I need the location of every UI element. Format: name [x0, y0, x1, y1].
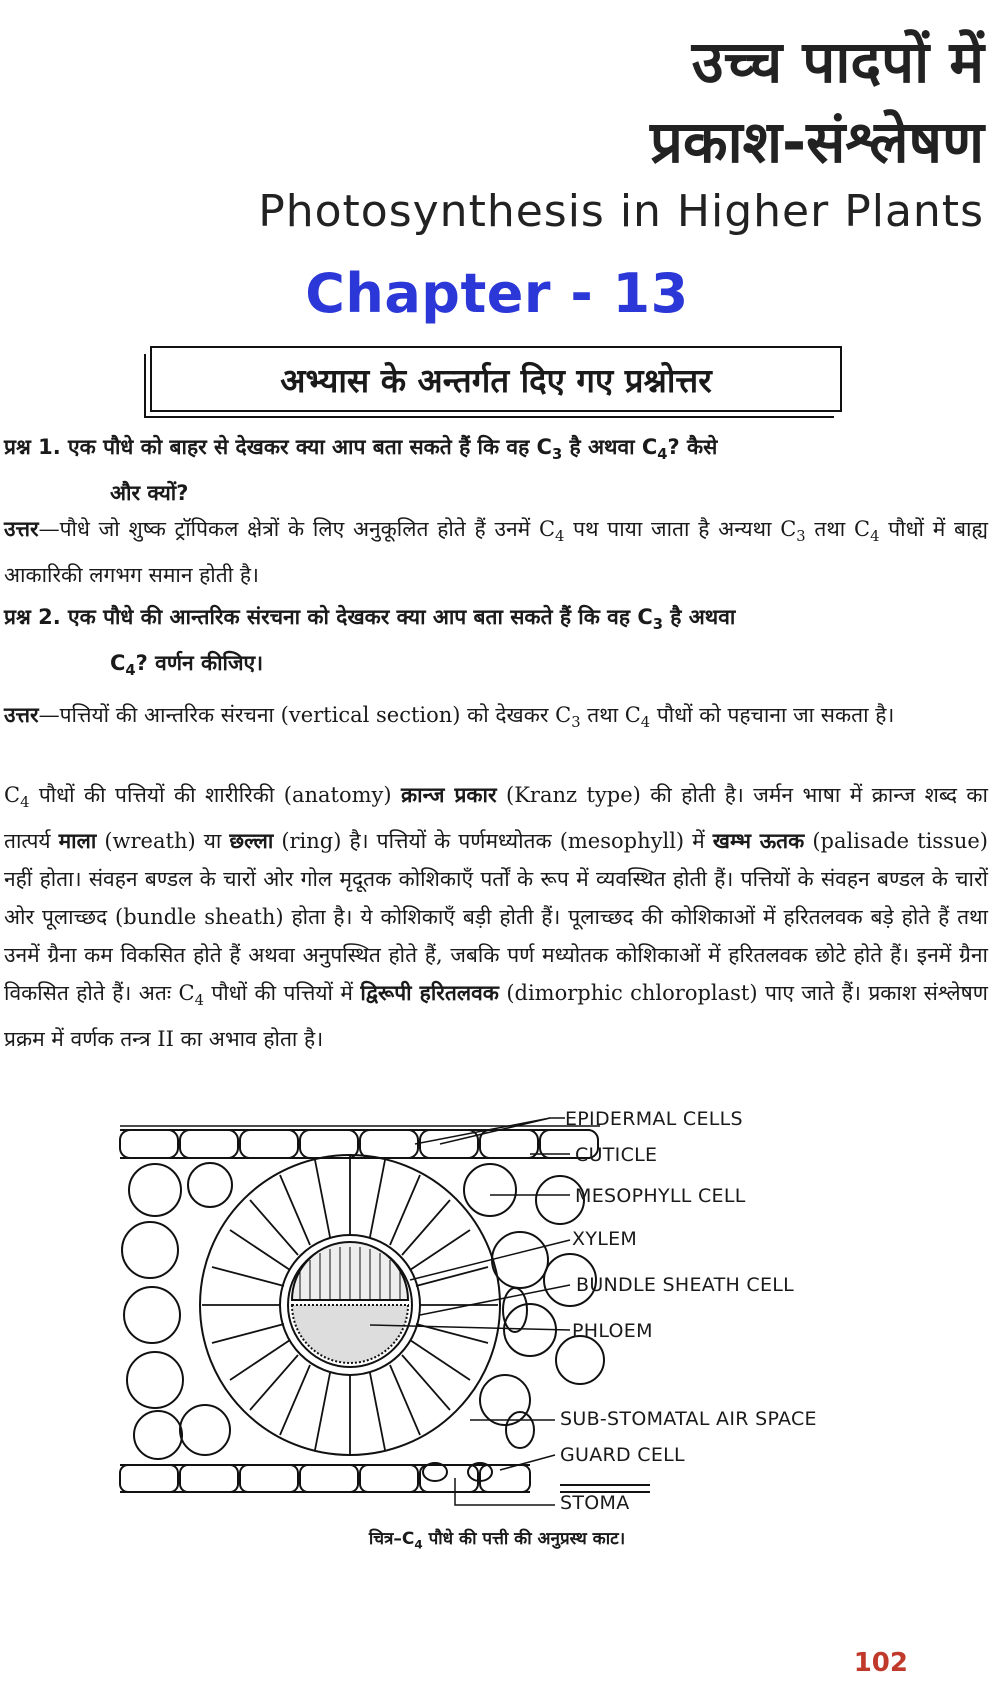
figure-caption	[0, 1526, 994, 1551]
question-1-label: प्रश्न 1.	[4, 435, 61, 459]
question-1-text-a: एक पौधे को बाहर से देखकर क्या आप बता सकते हैं कि वह C	[68, 435, 552, 459]
para-text: पौधों की पत्तियों में	[203, 981, 361, 1006]
sub-4: 4	[640, 714, 651, 732]
question-2-text-c: C	[110, 651, 126, 676]
answer-2-text-a: —पत्तियों की आन्तरिक संरचना (vertical section) को देखकर C	[38, 703, 572, 727]
sub-4: 4	[657, 446, 668, 464]
para-text: (wreath) या	[96, 829, 230, 854]
sub-4: 4	[414, 1537, 423, 1552]
para-text: (ring) है। पत्तियों के पर्णमध्योतक (mesophyll) में	[273, 829, 713, 854]
question-1-text-b: है अथवा C	[562, 435, 658, 459]
answer-1	[4, 510, 988, 594]
title-hindi-line2: प्रकाश-संश्लेषण	[650, 108, 984, 176]
answer-2-text-b: तथा C	[580, 703, 641, 727]
question-1	[4, 428, 988, 512]
question-2-line2	[4, 644, 988, 690]
answer-2-text-c: पौधों को पहचाना जा सकता है।	[650, 703, 895, 727]
question-2-text-b: है अथवा	[662, 605, 736, 629]
term-palisade: खम्भ ऊतक	[712, 829, 805, 854]
kranz-paragraph	[4, 776, 988, 1058]
para-text: (Kranz type) की होती है। जर्मन भाषा में क्रान्ज शब्द का तात्पर्य	[4, 783, 988, 854]
c4-leaf-section-diagram	[110, 1110, 970, 1530]
section-heading-box	[150, 346, 842, 412]
caption-text-b: पौधे की पत्ती की अनुप्रस्थ काट।	[422, 1529, 626, 1549]
answer-2	[4, 696, 988, 742]
term-kranz: क्रान्ज प्रकार	[401, 783, 497, 807]
sub-3: 3	[571, 714, 581, 732]
sub-4: 4	[555, 528, 565, 546]
sub-4: 4	[20, 794, 30, 812]
para-text: (dimorphic chloroplast) पाए जाते हैं। प्रकाश संश्लेषण प्रक्रम में वर्णक तन्त्र II का अभाव होता है।	[4, 981, 988, 1052]
sub-3: 3	[796, 528, 806, 546]
sub-4: 4	[870, 528, 880, 546]
sub-3: 3	[551, 446, 563, 464]
question-1-text-c: ? कैसे	[667, 435, 718, 459]
label-sub-stomatal-air-space: SUB-STOMATAL AIR SPACE	[560, 1408, 817, 1430]
sub-4: 4	[194, 992, 204, 1010]
section-heading: अभ्यास के अन्तर्गत दिए गए प्रश्नोत्तर	[280, 360, 712, 400]
label-guard-cell: GUARD CELL	[560, 1444, 685, 1466]
term-chhalla: छल्ला	[229, 829, 274, 854]
title-english: Photosynthesis in Higher Plants	[258, 186, 984, 237]
sub-3: 3	[652, 616, 663, 634]
chapter-heading: Chapter - 13	[305, 262, 689, 325]
question-1-line2: और क्यों?	[110, 481, 189, 506]
term-mala: माला	[58, 829, 97, 854]
answer-1-text-c: तथा C	[805, 517, 871, 541]
para-text: (palisade tissue) नहीं होता। संवहन बण्डल के चारों ओर गोल मृदूतक कोशिकाएँ पर्तों के रूप में व्यवस्थित होती हैं। पत्तियों के संवहन बण्डल के चारों ओर पूलाच्छद (bundle sheath) होता है। ये कोशिकाएँ बड़ी होती हैं। पूलाच्छद की कोशिकाओं में हरितलवक बड़े होते हैं तथा उनमें ग्रैना कम विकसित होते हैं अथवा अनुपस्थित होते हैं, जबकि पर्ण मध्योतक कोशिकाओं में हरितलवक छोटे होते हैं। इनमें ग्रैना विकसित होते हैं। अतः C	[4, 829, 988, 1006]
label-cuticle: CUTICLE	[575, 1144, 658, 1166]
answer-1-text-a: —पौधे जो शुष्क ट्रॉपिकल क्षेत्रों के लिए अनुकूलित होते हैं उनमें C	[38, 517, 556, 541]
answer-2-label: उत्तर	[4, 703, 39, 727]
question-2-text-d: ? वर्णन कीजिए।	[135, 651, 264, 676]
leaf-cross-section-drawing	[110, 1110, 970, 1530]
label-phloem: PHLOEM	[572, 1320, 653, 1342]
page-number: 102	[853, 1648, 908, 1678]
sub-4: 4	[125, 662, 136, 680]
caption-text-a: चित्र–C	[368, 1529, 415, 1549]
title-hindi-line1: उच्च पादपों में	[691, 28, 984, 96]
question-2-label: प्रश्न 2.	[4, 605, 61, 629]
para-text: C	[4, 783, 21, 807]
label-epidermal-cells: EPIDERMAL CELLS	[565, 1108, 743, 1130]
label-stoma: STOMA	[560, 1492, 630, 1514]
label-mesophyll-cell: MESOPHYLL CELL	[575, 1185, 746, 1207]
label-bundle-sheath-cell: BUNDLE SHEATH CELL	[576, 1274, 795, 1296]
question-2-text-a: एक पौधे की आन्तरिक संरचना को देखकर क्या आप बता सकते हैं कि वह C	[68, 605, 653, 629]
label-xylem: XYLEM	[572, 1228, 638, 1250]
question-2	[4, 598, 988, 690]
term-dimorphic: द्विरूपी हरितलवक	[360, 981, 499, 1006]
answer-1-label: उत्तर	[4, 517, 39, 541]
answer-1-text-d: पौधों में बाह्य आकारिकी लगभग समान होती है।	[4, 517, 989, 588]
para-text: पौधों की पत्तियों की शारीरिकी (anatomy)	[29, 783, 401, 807]
answer-1-text-b: पथ पाया जाता है अन्यथा C	[564, 517, 797, 541]
